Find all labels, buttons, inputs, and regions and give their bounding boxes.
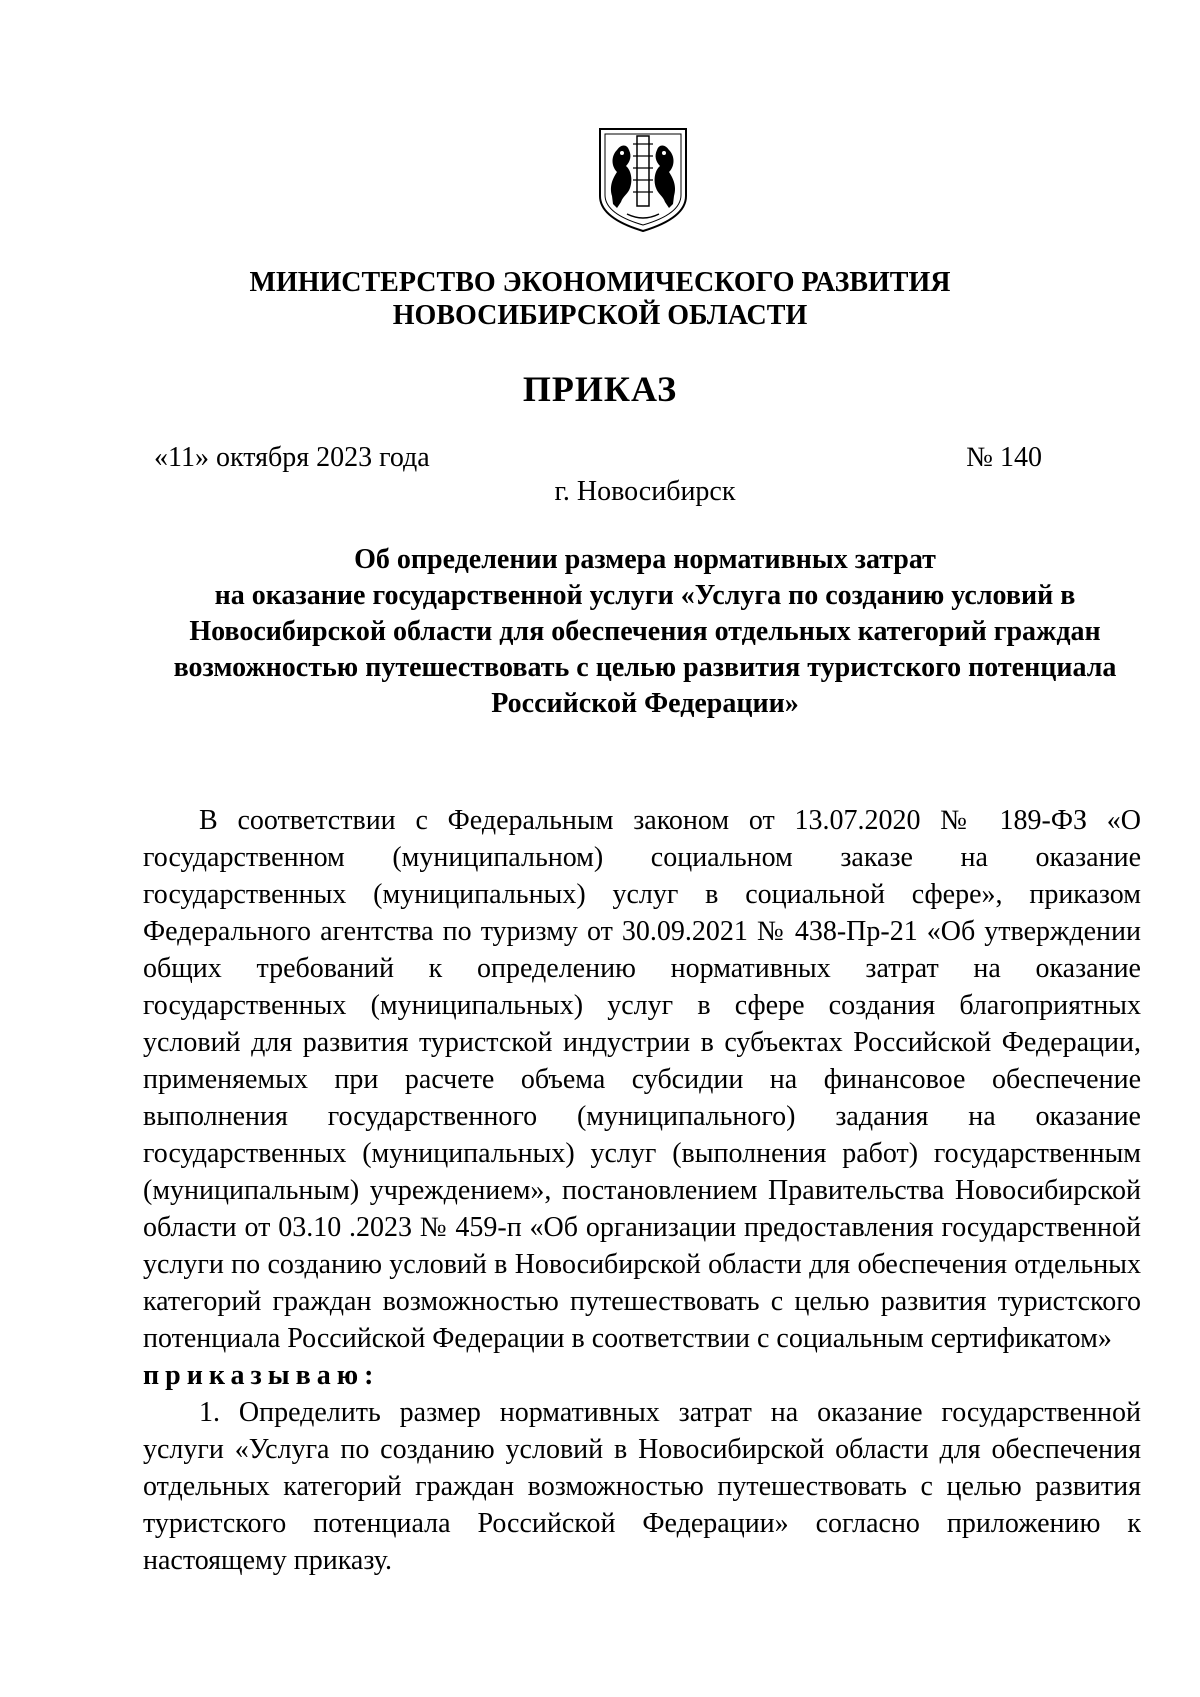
subject-line-1: Об определении размера нормативных затрат xyxy=(354,544,936,575)
order-body xyxy=(143,802,1141,1579)
preamble-paragraph: В соответствии с Федеральным законом от 13.07.2020 № 189-ФЗ «О государственном (муниципальном) социальном заказе на оказание государственных (муниципальных) услуг в социальной сфере», приказом Федерального агентства по туризму от 30.09.2021 № 438-Пр-21 «Об утверждении общих требований к определению нормативных затрат на оказание государственных (муниципальных) услуг в сфере создания благоприятных условий для развития туристской индустрии в субъектах Российской Федерации, применяемых при расчете объема субсидии на финансовое обеспечение выполнения государственного (муниципального) задания на оказание государственных (муниципальных) услуг (выполнения работ) государственным (муниципальным) учреждением», постановлением Правительства Новосибирской области от 03.10 .2023 № 459-п «Об организации предоставления государственной услуги по созданию условий в Новосибирской области для обеспечения отдельных категорий граждан возможностью путешествовать с целью развития туристского потенциала Российской Федерации в соответствии с социальным сертификатом» xyxy=(143,805,1141,1354)
order-number: № 140 xyxy=(966,442,1042,473)
subject-line-4: возможностью путешествовать с целью развития туристского потенциала xyxy=(173,652,1117,683)
document-type: ПРИКАЗ xyxy=(522,369,678,409)
ministry-name xyxy=(0,266,1200,332)
subject-line-2: на оказание государственной услуги «Услуга по созданию условий в xyxy=(214,580,1076,611)
order-subject xyxy=(0,542,1200,722)
subject-line-3: Новосибирской области для обеспечения отдельных категорий граждан xyxy=(189,616,1101,647)
order-directive: приказываю: xyxy=(143,1360,380,1391)
ministry-line-2: НОВОСИБИРСКОЙ ОБЛАСТИ xyxy=(392,300,808,331)
ministry-line-1: МИНИСТЕРСТВО ЭКОНОМИЧЕСКОГО РАЗВИТИЯ xyxy=(249,267,951,298)
coat-of-arms-icon xyxy=(597,126,689,234)
order-city: г. Новосибирск xyxy=(554,476,736,507)
order-date: «11» октября 2023 года xyxy=(154,442,430,473)
item-1-paragraph: 1. Определить размер нормативных затрат на оказание государственной услуги «Услуга по созданию условий в Новосибирской области для обеспечения отдельных категорий граждан возможностью путешествовать с целью развития туристского потенциала Российской Федерации» согласно приложению к настоящему приказу. xyxy=(143,1397,1141,1576)
subject-line-5: Российской Федерации» xyxy=(491,688,799,719)
